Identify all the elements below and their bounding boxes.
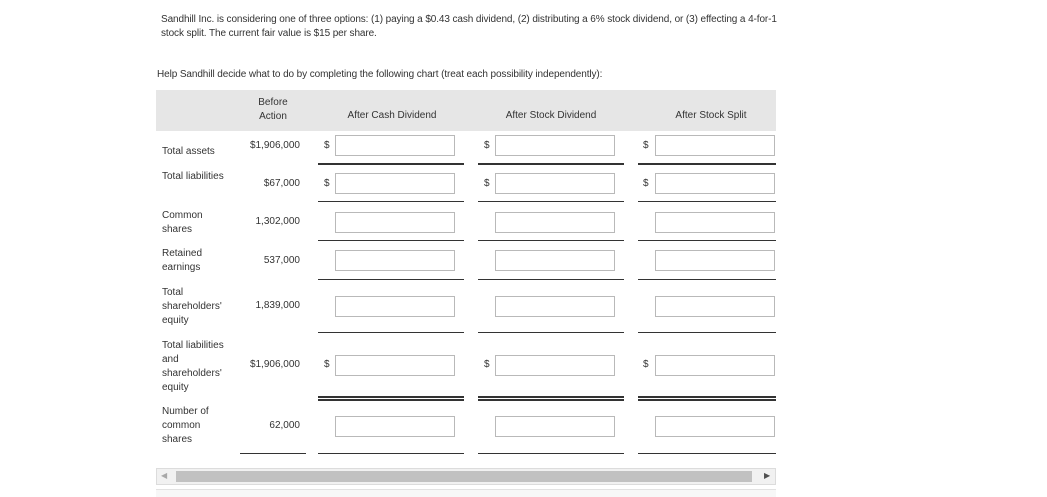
row-double-underline xyxy=(638,396,776,398)
input-stock-total-liabilities-and-equity[interactable] xyxy=(495,355,615,376)
input-split-number-of-common-shares[interactable] xyxy=(655,416,775,437)
input-stock-number-of-common-shares[interactable] xyxy=(495,416,615,437)
input-cash-common-shares[interactable] xyxy=(335,212,455,233)
row-underline xyxy=(478,201,624,202)
currency-symbol: $ xyxy=(643,140,649,151)
input-split-total-liabilities-and-equity[interactable] xyxy=(655,355,775,376)
row-underline xyxy=(638,332,776,333)
currency-symbol: $ xyxy=(324,359,330,370)
row-underline xyxy=(318,240,464,241)
row-double-underline xyxy=(638,399,776,401)
header-before-line1: Before xyxy=(258,97,288,108)
currency-symbol: $ xyxy=(484,178,490,189)
input-cash-retained-earnings[interactable] xyxy=(335,250,455,271)
row-underline xyxy=(638,240,776,241)
input-cash-total-liabilities-and-equity[interactable] xyxy=(335,355,455,376)
row-label-total-assets: Total assets xyxy=(162,146,215,157)
before-retained-earnings: 537,000 xyxy=(263,255,300,266)
header-after-cash-dividend: After Cash Dividend xyxy=(347,110,437,121)
row-underline xyxy=(478,240,624,241)
scroll-right-arrow-icon[interactable]: ▶ xyxy=(764,471,771,480)
input-split-retained-earnings[interactable] xyxy=(655,250,775,271)
input-cash-total-liabilities[interactable] xyxy=(335,173,455,194)
row-underline xyxy=(638,163,776,165)
row-label-retained-earnings: Retained earnings xyxy=(162,248,203,273)
row-double-underline xyxy=(478,399,624,401)
row-double-underline xyxy=(478,396,624,398)
row-label-common-shares: Common shares xyxy=(162,210,203,235)
currency-symbol: $ xyxy=(643,359,649,370)
question-intro: Sandhill Inc. is considering one of three options: (1) paying a $0.43 cash dividend, (2) distributing a 6% stock dividend, or (3) effecting a 4-for-1 stock split. The current fair value is $15 per share. xyxy=(161,14,777,39)
input-cash-number-of-common-shares[interactable] xyxy=(335,416,455,437)
header-before-line2: Action xyxy=(259,111,287,122)
header-after-stock-dividend: After Stock Dividend xyxy=(505,110,597,121)
before-common-shares: 1,302,000 xyxy=(255,216,300,227)
input-stock-common-shares[interactable] xyxy=(495,212,615,233)
header-before-action xyxy=(247,96,299,124)
before-total-assets: $1,906,000 xyxy=(249,140,300,151)
currency-symbol: $ xyxy=(324,140,330,151)
currency-symbol: $ xyxy=(324,178,330,189)
row-label-total-liabilities: Total liabilities xyxy=(162,171,224,182)
row-underline xyxy=(318,201,464,202)
currency-symbol: $ xyxy=(643,178,649,189)
row-underline xyxy=(240,453,306,454)
currency-symbol: $ xyxy=(484,140,490,151)
before-number-of-common-shares: 62,000 xyxy=(269,420,300,431)
input-stock-total-liabilities[interactable] xyxy=(495,173,615,194)
row-underline xyxy=(478,163,624,165)
input-split-total-assets[interactable] xyxy=(655,135,775,156)
row-underline xyxy=(478,453,624,454)
row-underline xyxy=(318,332,464,333)
row-label-number-of-common-shares: Number of common shares xyxy=(162,406,209,445)
row-underline xyxy=(318,279,464,280)
before-total-shareholders-equity: 1,839,000 xyxy=(255,300,300,311)
scroll-left-arrow-icon[interactable]: ◀ xyxy=(161,471,168,480)
input-stock-total-assets[interactable] xyxy=(495,135,615,156)
row-double-underline xyxy=(318,399,464,401)
row-underline xyxy=(638,279,776,280)
before-total-liabilities: $67,000 xyxy=(263,178,300,189)
input-split-common-shares[interactable] xyxy=(655,212,775,233)
row-underline xyxy=(318,453,464,454)
input-cash-total-shareholders-equity[interactable] xyxy=(335,296,455,317)
question-help: Help Sandhill decide what to do by completing the following chart (treat each possibility independently): xyxy=(157,69,603,80)
input-cash-total-assets[interactable] xyxy=(335,135,455,156)
row-underline xyxy=(318,163,464,165)
row-underline xyxy=(638,201,776,202)
before-total-liabilities-and-equity: $1,906,000 xyxy=(249,359,300,370)
header-after-stock-split: After Stock Split xyxy=(675,110,747,121)
scrollbar-thumb[interactable] xyxy=(176,471,752,482)
row-double-underline xyxy=(318,396,464,398)
row-underline xyxy=(478,332,624,333)
row-underline xyxy=(478,279,624,280)
currency-symbol: $ xyxy=(484,359,490,370)
input-split-total-shareholders-equity[interactable] xyxy=(655,296,775,317)
row-label-total-shareholders-equity: Total shareholders' equity xyxy=(162,287,222,326)
row-underline xyxy=(638,453,776,454)
input-stock-total-shareholders-equity[interactable] xyxy=(495,296,615,317)
input-stock-retained-earnings[interactable] xyxy=(495,250,615,271)
input-split-total-liabilities[interactable] xyxy=(655,173,775,194)
row-label-total-liabilities-and-equity: Total liabilities and shareholders' equity xyxy=(162,340,224,393)
